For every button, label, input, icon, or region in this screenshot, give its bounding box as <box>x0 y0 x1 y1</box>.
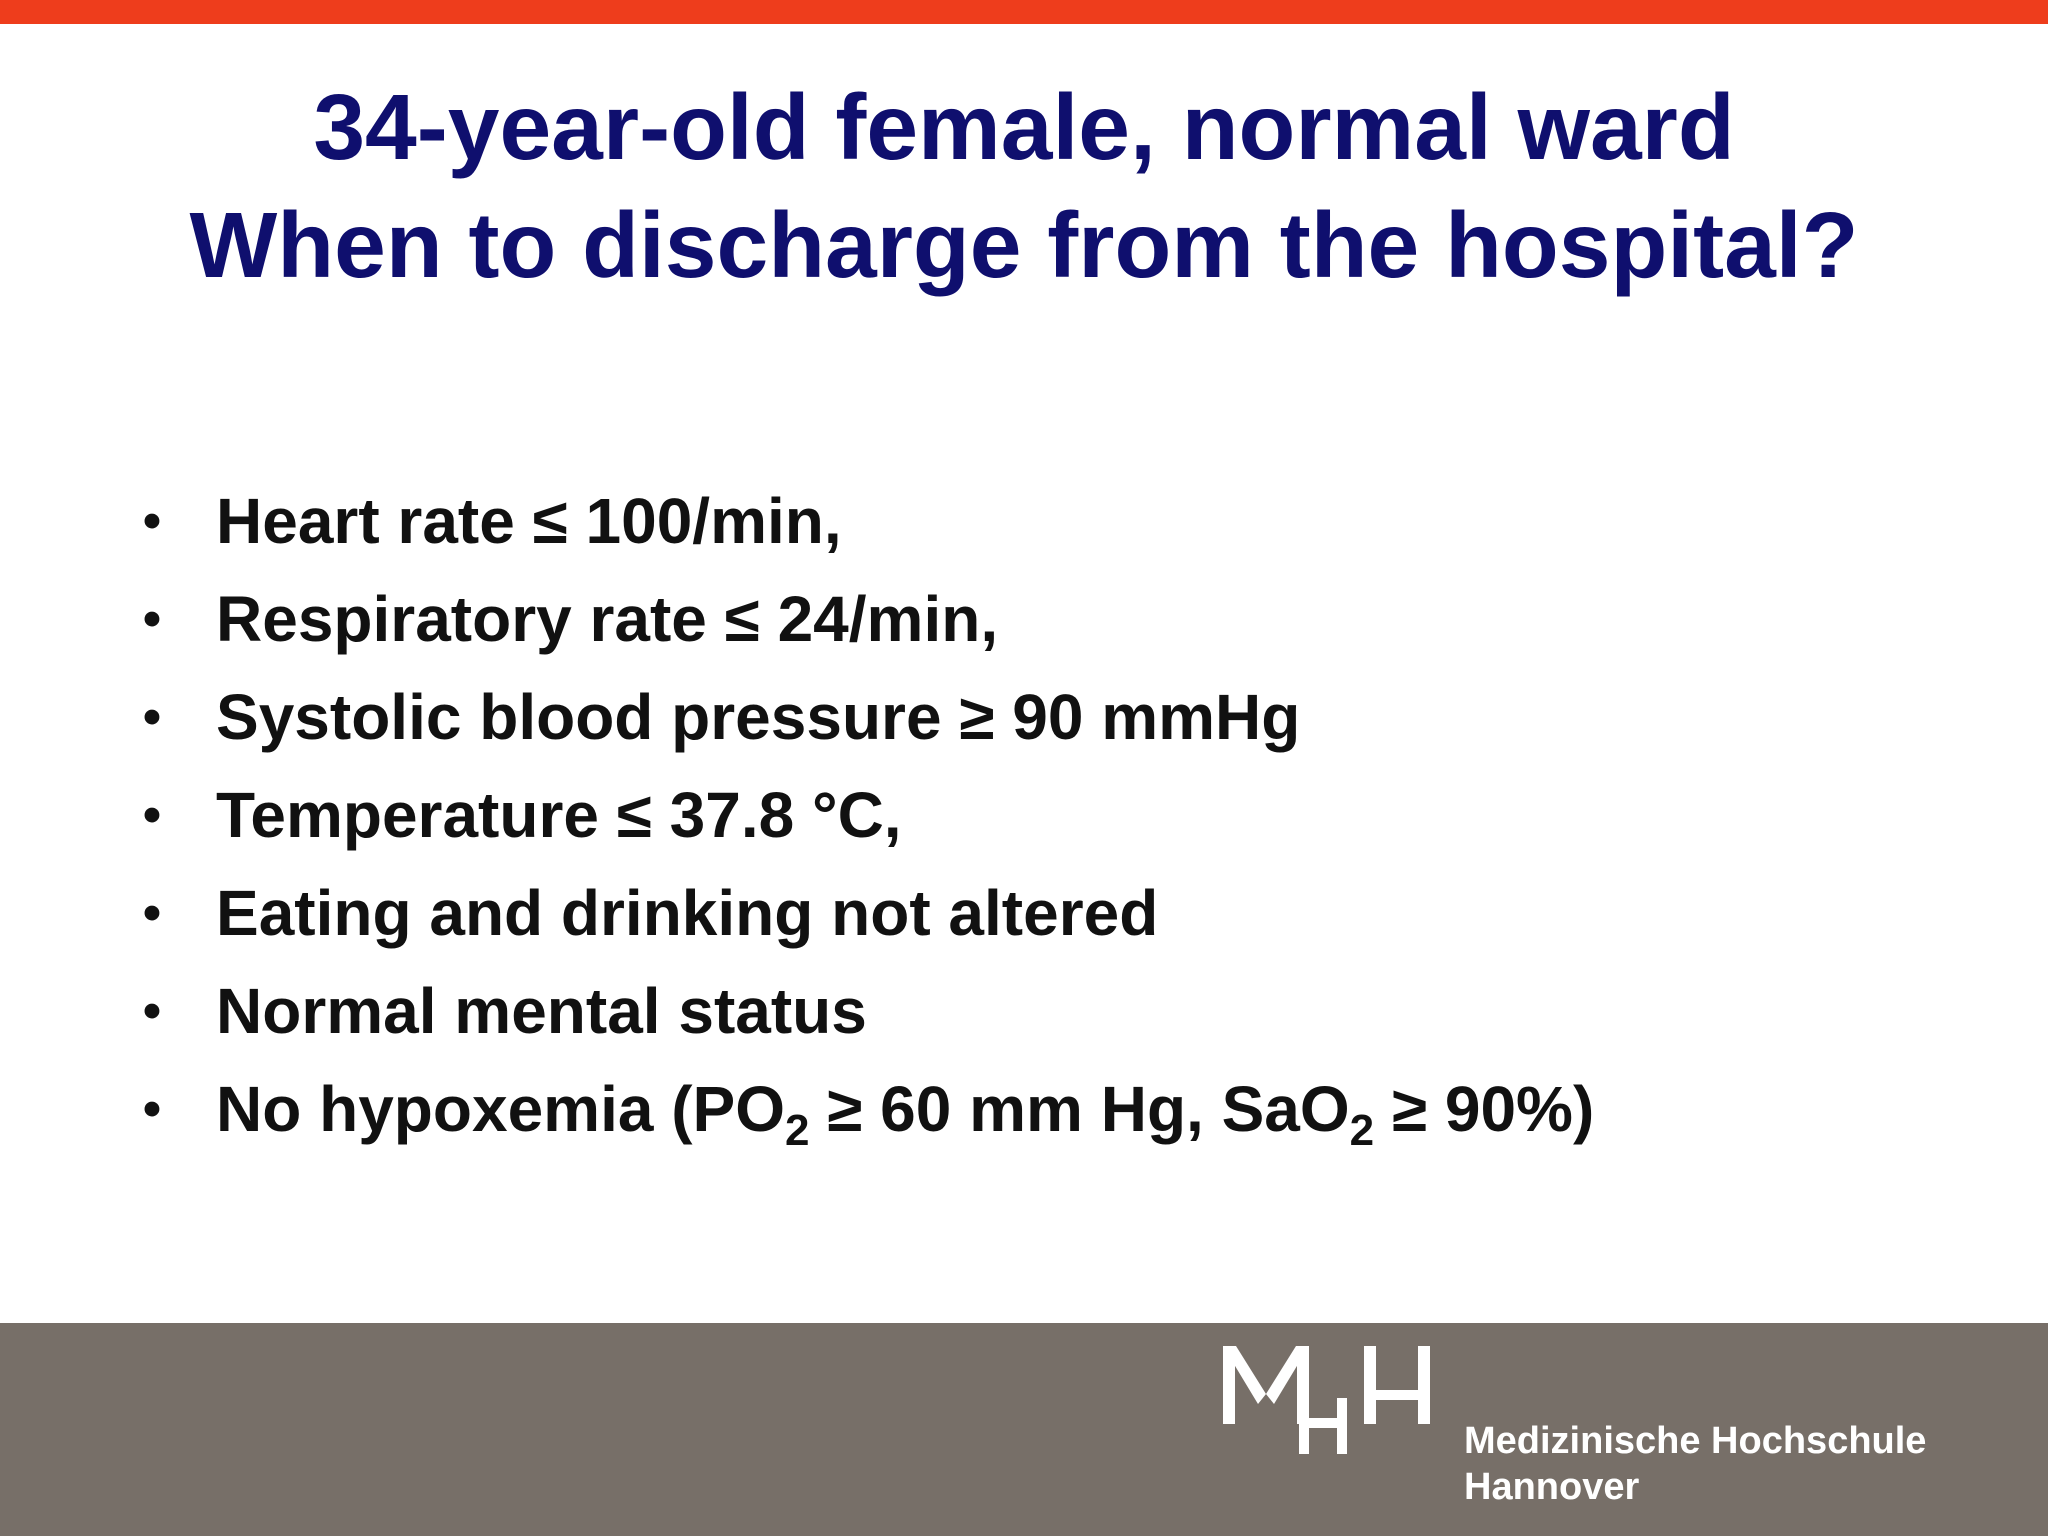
bullet-text: Temperature ≤ 37.8 °C, <box>216 779 902 851</box>
discharge-criteria-list <box>0 477 2048 1163</box>
bullet-text <box>216 1065 1594 1153</box>
bullet-heart-rate <box>0 477 2048 575</box>
bullet-dot-icon: • <box>142 492 162 550</box>
bullet-hypoxemia <box>0 1065 2048 1163</box>
hypoxemia-part-2: ≥ 60 mm Hg, SaO <box>809 1073 1350 1145</box>
bullet-dot-icon: • <box>142 1080 162 1138</box>
bullet-blood-pressure <box>0 673 2048 771</box>
bullet-dot-icon: • <box>142 590 162 648</box>
bullet-dot-icon: • <box>142 884 162 942</box>
institution-line-2: Hannover <box>1464 1466 1640 1508</box>
top-accent-bar <box>0 0 2048 24</box>
bullet-mental-status <box>0 967 2048 1065</box>
title-line-1: 34-year-old female, normal ward <box>313 75 1735 179</box>
bullet-respiratory-rate <box>0 575 2048 673</box>
po2-subscript: 2 <box>785 1106 810 1155</box>
title-line-2: When to discharge from the hospital? <box>189 193 1859 297</box>
bullet-eating-drinking <box>0 869 2048 967</box>
bullet-dot-icon: • <box>142 982 162 1040</box>
bullet-text: Eating and drinking not altered <box>216 877 1159 949</box>
mhh-logo-icon <box>1222 1342 1442 1454</box>
institution-line-1: Medizinische Hochschule <box>1464 1420 1927 1462</box>
bullet-dot-icon: • <box>142 688 162 746</box>
bullet-text: Respiratory rate ≤ 24/min, <box>216 583 999 655</box>
sao2-subscript: 2 <box>1349 1106 1375 1155</box>
hypoxemia-part-1: No hypoxemia (PO <box>216 1073 785 1145</box>
slide-title <box>0 68 2048 304</box>
bullet-dot-icon: • <box>142 786 162 844</box>
hypoxemia-part-3: ≥ 90%) <box>1374 1073 1595 1145</box>
institution-name <box>1464 1418 1926 1510</box>
bullet-text: Heart rate ≤ 100/min, <box>216 485 842 557</box>
bullet-temperature <box>0 771 2048 869</box>
bullet-text: Normal mental status <box>216 975 867 1047</box>
bullet-text: Systolic blood pressure ≥ 90 mmHg <box>216 681 1301 753</box>
